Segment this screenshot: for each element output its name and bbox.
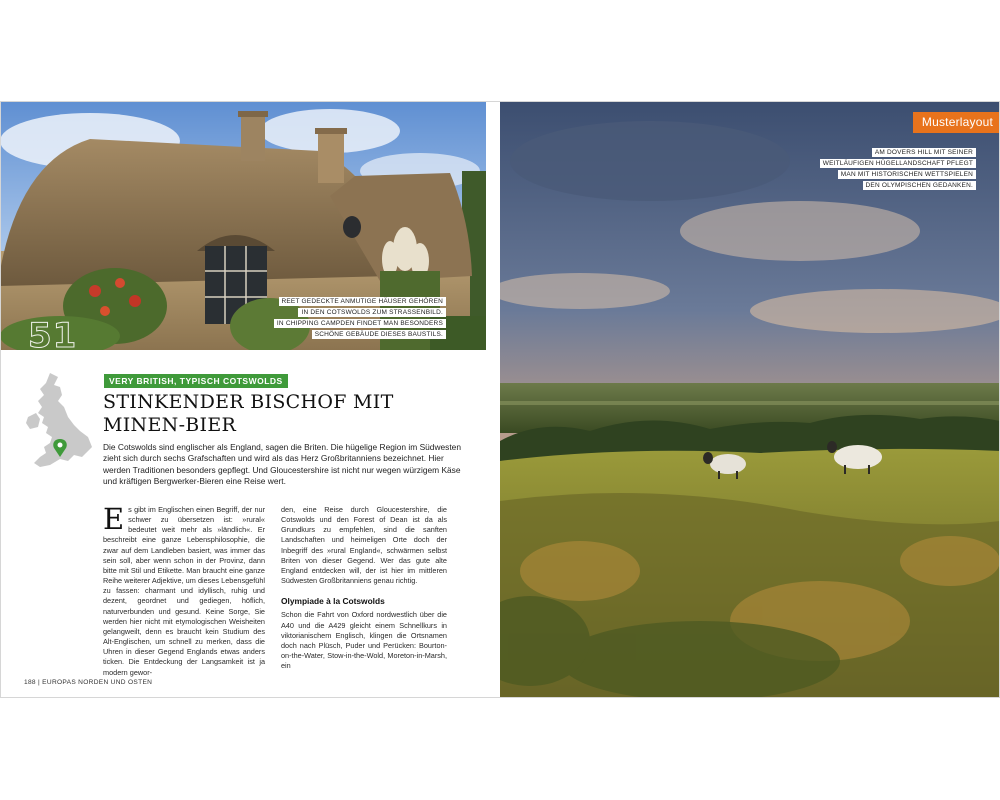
section-number: 51 <box>28 316 78 350</box>
article-headline <box>103 391 483 437</box>
body-text: s gibt im Englischen einen Begriff, der nur schwer zu übersetzen ist: »rural« bedeutet weit mehr als »ländlich«. Er beschreibt eine ganze Lebensphilosophie, die zwar auf dem Landleben basiert, was immer das sein soll, aber wenn schon in der Provinz, dann bitte mit Stil und Etikette. Man braucht eine ganze Reihe weiterer Adjektive, um dieses Lebensgefühl zu fassen: charmant und idyllisch, ruhig und dezent, geordnet und gediegen, höflich, naturverbunden und gesund. Keine Sorge, Sie werden hier nicht mit etymologischen Weisheiten gelangweilt, denn es braucht kein Studium des Alt-Englischen, um schnell zu merken, dass die Uhren in dieser Gegend Englands etwas anders ticken. Die Entdeckung der Langsamkeit ist ja modern gewor- <box>103 505 265 677</box>
left-page <box>0 101 500 698</box>
drop-cap: E <box>103 502 125 536</box>
caption-line: MAN MIT HISTORISCHEN WETTSPIELEN <box>838 170 976 179</box>
lead-paragraph: Die Cotswolds sind englischer als England, sagen die Briten. Die hügelige Region im Südwesten zieht sich durch sechs Grafschaften und wird als das Herz Großbritanniens bezeichnet. Hier werden Traditionen besonders gepflegt. Und Gloucestershire ist nicht nur wegen würzigem Käse und kräftigen Bergwerker-Bieren eine Reise wert. <box>103 442 462 486</box>
caption-line: AM DOVERS HILL MIT SEINER <box>872 148 976 157</box>
page-folio: 188 | EUROPAS NORDEN UND OSTEN <box>24 679 153 686</box>
section-subheading: Olympiade à la Cotswolds <box>281 596 385 607</box>
landscape-photo-caption <box>820 148 976 192</box>
right-page <box>500 101 1000 698</box>
caption-line: DEN OLYMPISCHEN GEDANKEN. <box>863 181 976 190</box>
body-text: Schon die Fahrt von Oxford nordwestlich über die A40 und die A429 gleicht einem Schnellkurs in viktorianischem Englisch, klingen die Ortsnamen doch nach Plüsch, Puder und Perücken: Bourton-on-the-Water, Stow-in-the-Wold, Moreton-in-Marsh, ein <box>281 610 447 671</box>
caption-line: IN CHIPPING CAMPDEN FINDET MAN BESONDERS <box>274 319 446 328</box>
magazine-spread <box>0 101 1000 698</box>
headline-line-1: STINKENDER BISCHOF MIT <box>103 391 394 413</box>
cottage-photo <box>0 101 486 350</box>
body-text: den, eine Reise durch Gloucestershire, die Cotswolds und den Forest of Dean ist da als Grundkurs zu empfehlen, sind die sanften Landschaften und heimeligen Orte doch der Inbegriff des »rural England«, schwärmen selbst Briten von dieser Gegend. Wer das gute alte England entdecken will, der ist hier im mittleren Südwesten Großbritanniens genau richtig. <box>281 505 447 586</box>
caption-line: SCHÖNE GEBÄUDE DIESES BAUSTILS. <box>312 330 446 339</box>
caption-line: WEITLÄUFIGEN HÜGELLANDSCHAFT PFLEGT <box>820 159 976 168</box>
topic-tag: VERY BRITISH, TYPISCH COTSWOLDS <box>104 374 288 388</box>
caption-line: REET GEDECKTE ANMUTIGE HÄUSER GEHÖREN <box>279 297 447 306</box>
headline-line-2: MINEN-BIER <box>103 414 237 436</box>
caption-line: IN DEN COTSWOLDS ZUM STRASSENBILD. <box>298 308 446 317</box>
uk-locator-map <box>24 371 96 479</box>
cottage-photo-caption <box>274 297 446 341</box>
layout-badge: Musterlayout <box>913 112 1000 133</box>
body-column-1 <box>103 502 265 678</box>
body-column-2 <box>281 505 447 671</box>
